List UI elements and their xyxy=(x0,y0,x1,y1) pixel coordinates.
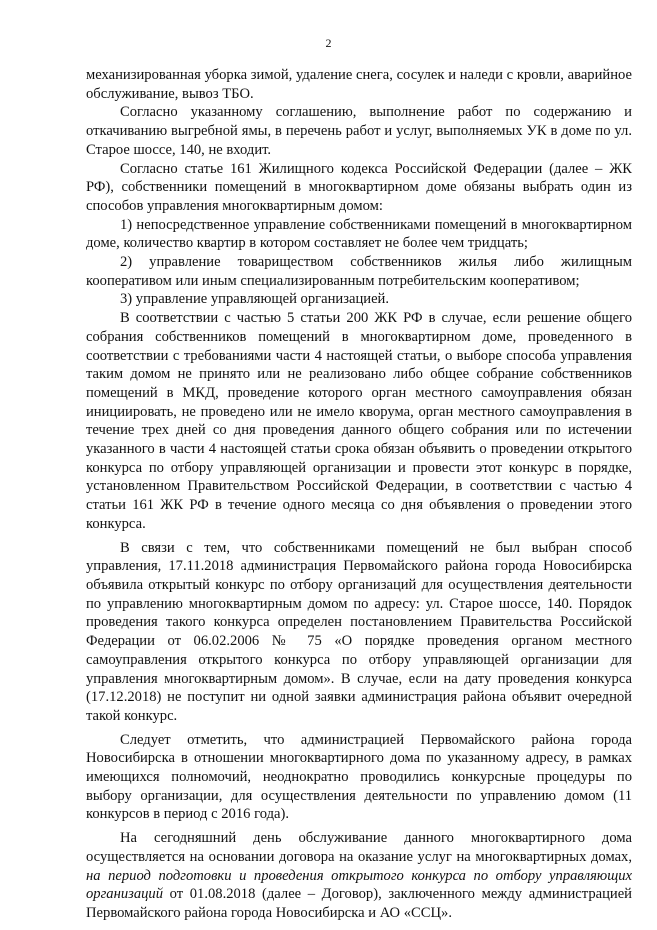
list-item-direct-management: 1) непосредственное управление собственниками помещений в многоквартирном доме, количество квартир в котором составляет не более чем тридцать; xyxy=(86,216,632,252)
paragraph-open-tender: В связи с тем, что собственниками помещений не был выбран способ управления, 17.11.2018 администрация Первомайского района города Новосибирска объявила открытый конкурс по отбору организаций для осуществления деятельности по управлению многоквартирным домом по адресу: ул. Старое шоссе, 140. Порядок проведения такого конкурса определен постановлением Правительства Российской Федерации от 06.02.2006 № 75 «О порядке проведения органом местного самоуправления открытого конкурса по отбору управляющей организации для управления многоквартирным домом». В случае, если на дату проведения конкурса (17.12.2018) не поступит ни одной заявки администрация района объявит очередной такой конкурс. xyxy=(86,539,632,724)
current-service-text-start: На сегодняшний день обслуживание данного многоквартирного дома осуществляется на основании договора на оказание услуг на многоквартирных домах, xyxy=(86,830,632,865)
document-body xyxy=(86,66,632,923)
paragraph-agreement: Согласно указанному соглашению, выполнение работ по содержанию и откачиванию выгребной ямы, в перечень работ и услуг, выполняемых УК в доме по ул. Старое шоссе, 140, не входит. xyxy=(86,104,632,158)
page-number: 2 xyxy=(325,36,332,50)
list-item-hoa-management: 2) управление товариществом собственников жилья либо жилищным кооперативом или иным специализированным потребительским кооперативом; xyxy=(86,254,632,289)
paragraph-article-200: В соответствии с частью 5 статьи 200 ЖК РФ в случае, если решение общего собрания собственников помещений в многоквартирном доме, проведенного в соответствии с требованиями части 4 настоящей статьи, о выборе способа управления таким домом не принято или не реализовано либо общее собрание собственников помещений в МКД, проведение которого орган местного самоуправления обязан инициировать, не проведено или не имело кворума, орган местного самоуправления в течение трех дней со дня проведения данного общего собрания или по истечении указанного в части 4 настоящей статьи срока обязан объявить о проведении открытого конкурса по отбору управляющей организации и провести этот конкурс в порядке, установленном Правительством Российской Федерации, в соответствии с частью 4 статьи 161 ЖК РФ в течение одного месяца со дня объявления о проведении этого конкурса. xyxy=(86,310,632,532)
paragraph-tender-history: Следует отметить, что администрацией Первомайского района города Новосибирска в отношении многоквартирного дома по указанному адресу, в рамках имеющихся полномочий, неоднократно проводились конкурсные процедуры по выбору организации, для осуществления деятельности по управлению домом (11 конкурсов в период с 2016 года). xyxy=(86,731,632,823)
paragraph-article-161: Согласно статье 161 Жилищного кодекса Российской Федерации (далее – ЖК РФ), собственники помещений в многоквартирном доме обязаны выбрать один из способов управления многоквартирным домом: xyxy=(86,160,632,214)
current-service-text-end: от 01.08.2018 (далее – Договор), заключенного между администрацией Первомайского района города Новосибирска и АО «ССЦ». xyxy=(86,886,632,921)
current-service-italic-text: на период подготовки и проведения открытого конкурса по отбору управляющих организаций xyxy=(86,867,632,903)
list-item-management-company: 3) управление управляющей организацией. xyxy=(120,291,390,308)
paragraph-current-service xyxy=(86,829,632,923)
paragraph-continuation: механизированная уборка зимой, удаление снега, сосулек и наледи с кровли, аварийное обслуживание, вывоз ТБО. xyxy=(86,67,632,102)
